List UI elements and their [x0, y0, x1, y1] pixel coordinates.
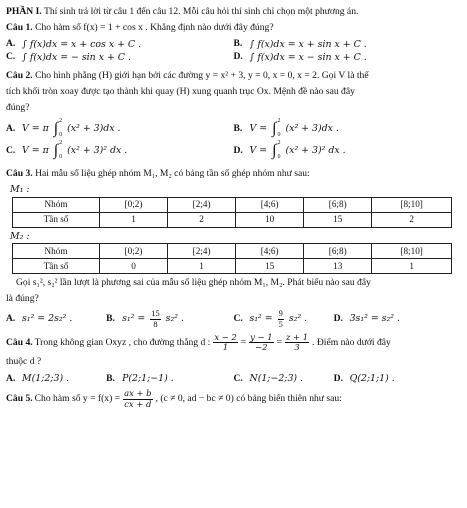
table-row: Nhóm [0;2) [2;4) [4;6) [6;8) [8;10] — [13, 244, 452, 259]
part-label: PHẦN I. — [6, 6, 42, 17]
q2-text-1: Cho hình phẳng (H) giới hạn bởi các đường y = x² + 3, y = 0, x = 0, x = 2. Gọi V là thể — [35, 69, 369, 81]
integral-sign: ∫ 2 0 — [272, 117, 281, 139]
table-row: Tần số 0 1 15 13 1 — [13, 259, 452, 274]
q4-option-b[interactable]: B. P(2;1;−1) . — [106, 372, 174, 384]
m1-table — [12, 197, 452, 228]
q2-option-d[interactable]: D. V = ∫ 2 0 (x² + 3)² dx . — [233, 139, 346, 161]
q3-text2-1: Gọi s₁², s₂² lần lượt là phương sai của mẫu số liệu ghép nhóm M₁, M₂. Phát biểu nào sau đây — [16, 277, 371, 289]
q5-label: Câu 5. — [6, 393, 33, 405]
q1-option-d[interactable]: D. ∫ f(x)dx = x − sin x + C . — [233, 51, 367, 63]
q1-option-b[interactable]: B. ∫ f(x)dx = x + sin x + C . — [233, 38, 367, 50]
q3-options — [6, 309, 461, 328]
q4-text-pre: Trong không gian Oxyz , cho đường thẳng d : — [34, 336, 211, 348]
integral-sign: ∫ 2 0 — [53, 117, 63, 139]
q2-option-b[interactable]: B. V = ∫ 2 0 (x² + 3)dx . — [233, 117, 339, 139]
q2-option-a[interactable]: A. V = π ∫ 2 0 (x² + 3)dx . — [6, 117, 121, 139]
question-4: Câu 4. Trong không gian Oxyz , cho đường thẳng d : $\frac{x - 2}{1}$ = $\frac{y - 1}{-2}$ = $\frac{z + 1}{3}$ . Điểm nào dưới đây thuộc d ? A. M(1;2;3) . B. P(2;1;−1) . C. N(1;−2;3) . D. Q(2;1;1) . — [6, 333, 461, 385]
question-3 — [6, 168, 461, 329]
integral-sign: ∫ 2 0 — [53, 139, 63, 161]
q4-text-2: thuộc d ? — [6, 356, 42, 368]
q1-option-a[interactable]: A. ∫ f(x)dx = x + cos x + C . — [6, 38, 142, 50]
q3-option-d[interactable]: D. 3s₁² = s₂² . — [333, 313, 400, 325]
q3-option-c[interactable]: C. s₁² = $\frac{9}{5}$ s₂² . — [233, 309, 308, 329]
q1-options — [6, 38, 461, 64]
q2-label: Câu 2. — [6, 69, 33, 81]
q5-text-post: , (c ≠ 0, ad − bc ≠ 0) có bảng biến thiên như sau: — [155, 393, 342, 405]
q4-options — [6, 372, 461, 385]
question-5: Câu 5. Cho hàm số y = f(x) = $\frac{ax + b}{cx + d}$ , (c ≠ 0, ad − bc ≠ 0) có bảng biến thiên như sau: — [6, 388, 342, 409]
q2-option-c[interactable]: C. V = π ∫ 2 0 (x² + 3)² dx . — [6, 139, 128, 161]
q4-option-d[interactable]: D. Q(2;1;1) . — [333, 372, 395, 384]
q4-option-a[interactable]: A. M(1;2;3) . — [6, 372, 70, 384]
q3-text2-2: là đúng? — [6, 293, 39, 305]
q5-text-pre: Cho hàm số y = f(x) = — [34, 393, 121, 405]
m2-table — [12, 243, 452, 274]
part-header — [6, 6, 461, 18]
question-1 — [6, 22, 461, 64]
part-instruction: Thí sinh trả lời từ câu 1 đến câu 12. Mỗi câu hỏi thí sinh chỉ chọn một phương án. — [43, 6, 359, 17]
q3-label: Câu 3. — [6, 167, 33, 179]
q3-option-a[interactable]: A. s₁² = 2s₂² . — [6, 313, 73, 325]
q4-option-c[interactable]: C. N(1;−2;3) . — [233, 372, 304, 384]
q1-option-c[interactable]: C. ∫ f(x)dx = − sin x + C . — [6, 51, 131, 63]
table-row: Nhóm [0;2) [2;4) [4;6) [6;8) [8;10] — [13, 197, 452, 212]
table-row: Tần số 1 2 10 15 2 — [13, 212, 452, 227]
q3-text: Hai mẫu số liệu ghép nhóm M₁, M₂ có bảng tần số ghép nhóm như sau: — [35, 167, 310, 179]
m1-label: M₁ : — [10, 183, 30, 195]
q2-text-2: tích khối tròn xoay được tạo thành khi quay (H) xung quanh trục Ox. Mệnh đề nào sau đây — [6, 85, 355, 97]
q4-label: Câu 4. — [6, 336, 33, 348]
question-2 — [6, 70, 461, 162]
q1-label: Câu 1. — [6, 21, 33, 33]
integral-sign: ∫ 2 0 — [272, 139, 281, 161]
m2-label: M₂ : — [10, 230, 30, 242]
q2-text-3: đúng? — [6, 101, 30, 113]
q3-option-b[interactable]: B. s₁² = $\frac{15}{8}$ s₂² . — [106, 309, 184, 329]
q1-text: Cho hàm số f(x) = 1 + cos x . Khẳng định nào dưới đây đúng? — [35, 21, 274, 33]
q2-options — [6, 118, 461, 162]
q4-text-post: . Điểm nào dưới đây — [312, 336, 391, 348]
